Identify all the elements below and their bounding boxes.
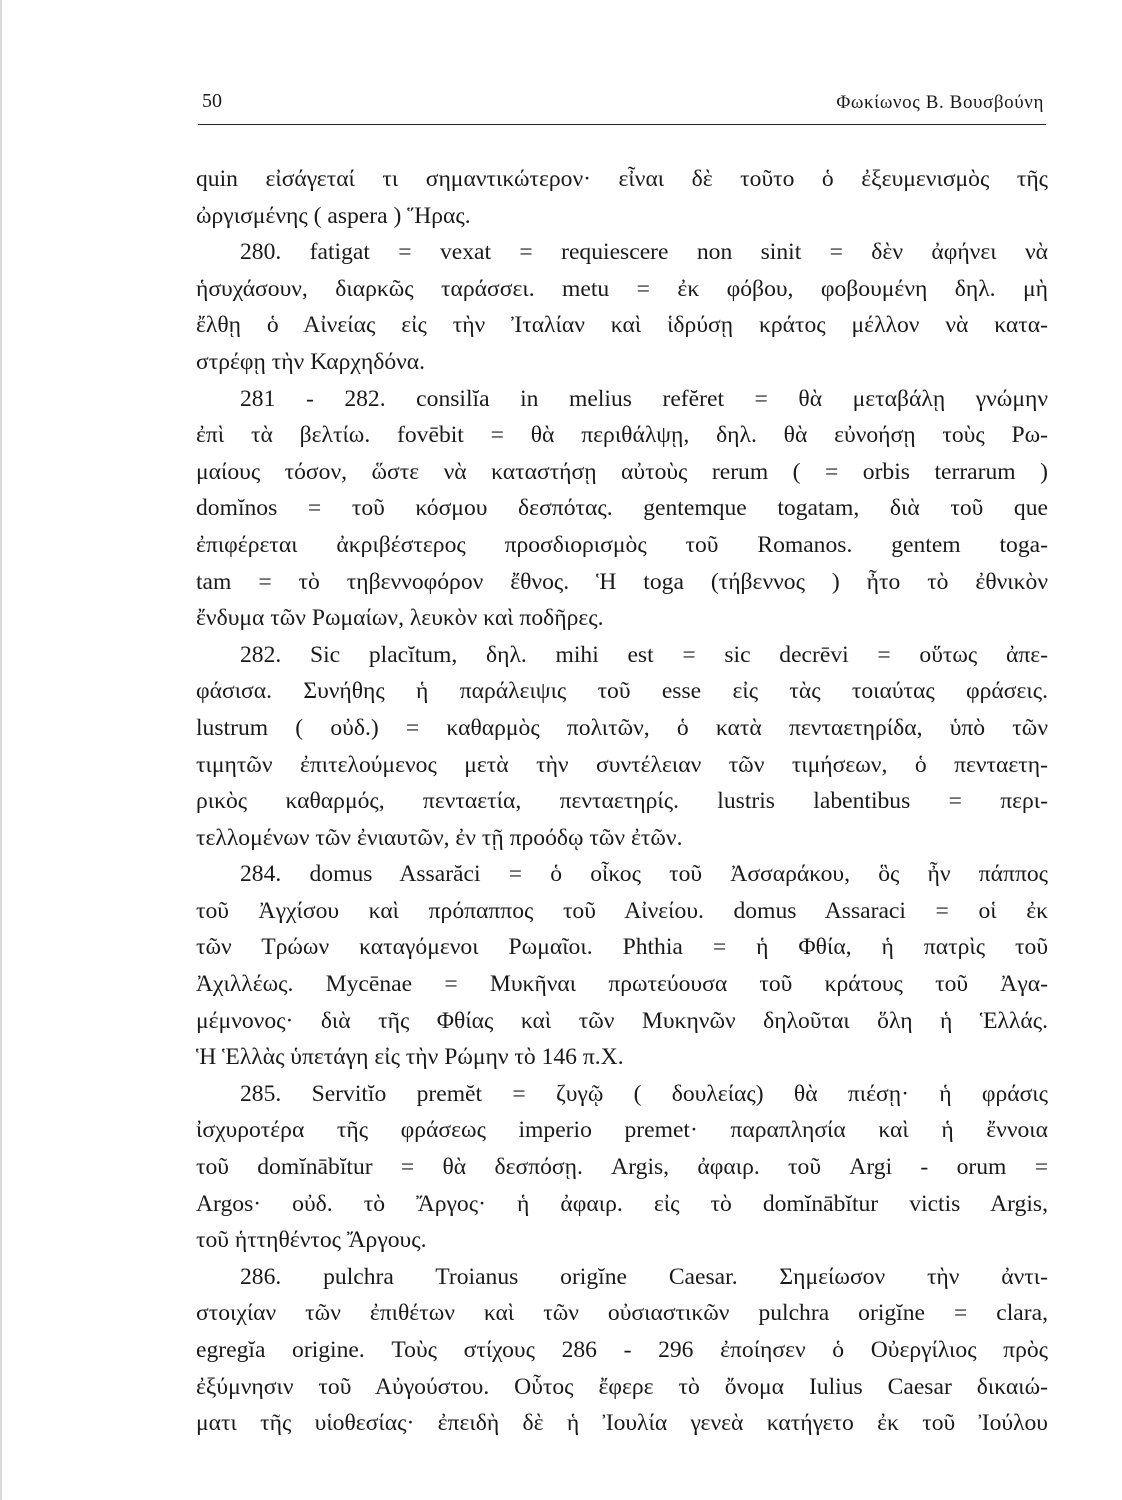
text-line: ὠργισμένης ( aspera ) Ἥρας.: [196, 202, 471, 229]
text-line: στρέφῃ τὴν Καρχηδόνα.: [196, 348, 426, 375]
text-line: lustrum ( οὐδ.) = καθαρμὸς πολιτῶν, ὁ κατὰ πενταετηρίδα, ὑπὸ τῶν: [196, 714, 1048, 741]
text-line: ἔλθῃ ὁ Αἰνείας εἰς τὴν Ἰταλίαν καὶ ἱδρύσῃ κράτος μέλλον νὰ κατα-: [196, 312, 1048, 339]
text-line: τοῦ Ἀγχίσου καὶ πρόπαππος τοῦ Αἰνείου. domus Assaraci = οἱ ἐκ: [196, 897, 1048, 924]
text-line: μαίους τόσον, ὥστε νὰ καταστήσῃ αὐτοὺς rerum ( = orbis terrarum ): [196, 458, 1048, 485]
text-line: Ἡ Ἑλλὰς ὑπετάγη εἰς τὴν Ρώμην τὸ 146 π.Χ.: [196, 1044, 624, 1071]
text-line: ἐξύμνησιν τοῦ Αὐγούστου. Οὗτος ἔφερε τὸ ὄνομα Iulius Caesar δικαιώ-: [196, 1373, 1048, 1400]
text-line: ἐπὶ τὰ βελτίω. fovēbit = θὰ περιθάλψῃ, δηλ. θὰ εὐνοήσῃ τοὺς Ρω-: [196, 422, 1048, 449]
text-line: quin εἰσάγεταί τι σημαντικώτερον· εἶναι δὲ τοῦτο ὁ ἐξευμενισμὸς τῆς: [196, 166, 1048, 192]
text-line: τοῦ domĭnābĭtur = θὰ δεσπόσῃ. Argis, ἀφαιρ. τοῦ Argi - orum =: [196, 1154, 1048, 1181]
text-line: ἔνδυμα τῶν Ρωμαίων, λευκὸν καὶ ποδῆρες.: [196, 605, 604, 632]
text-line: μέμνονος· διὰ τῆς Φθίας καὶ τῶν Μυκηνῶν δηλοῦται ὅλη ἡ Ἑλλάς.: [196, 1007, 1048, 1034]
body-text: [196, 161, 1048, 1442]
text-line: φάσισα. Συνήθης ἡ παράλειψις τοῦ esse εἰς τὰς τοιαύτας φράσεις.: [196, 678, 1048, 705]
text-line: στοιχίαν τῶν ἐπιθέτων καὶ τῶν οὐσιαστικῶν pulchra origĭne = clara,: [196, 1300, 1048, 1327]
text-line: 285. Servitĭo premĕt = ζυγῷ ( δουλείας) θὰ πιέσῃ· ἡ φράσις: [240, 1080, 1048, 1107]
text-line: 281 - 282. consilĭa in melius refĕret = θὰ μεταβάλῃ γνώμην: [240, 385, 1048, 412]
text-line: τοῦ ἡττηθέντος Ἄργους.: [196, 1227, 427, 1254]
text-line: ρικὸς καθαρμός, πενταετία, πενταετηρίς. lustris labentibus = περι-: [196, 788, 1048, 815]
text-line: Argos· οὐδ. τὸ Ἄργος· ἡ ἀφαιρ. εἰς τὸ domĭnābĭtur victis Argis,: [196, 1190, 1048, 1217]
text-line: 280. fatigat = vexat = requiescere non sinit = δὲν ἀφήνει νὰ: [240, 239, 1048, 266]
text-line: egregĭa origine. Τοὺς στίχους 286 - 296 ἐποίησεν ὁ Οὐεργίλιος πρὸς: [196, 1337, 1048, 1363]
page-header: [198, 88, 1046, 125]
page-number: 50: [202, 90, 222, 112]
text-line: τελλομένων τῶν ἐνιαυτῶν, ἐν τῇ προόδῳ τῶν ἐτῶν.: [196, 824, 683, 851]
text-line: ἡσυχάσουν, διαρκῶς ταράσσει. metu = ἐκ φόβου, φοβουμένη δηλ. μὴ: [196, 275, 1048, 302]
text-line: domĭnos = τοῦ κόσμου δεσπότας. gentemque togatam, διὰ τοῦ que: [196, 495, 1048, 522]
text-line: Ἀχιλλέως. Mycēnae = Μυκῆναι πρωτεύουσα τοῦ κράτους τοῦ Ἀγα-: [196, 971, 1048, 998]
text-line: τῶν Τρώων καταγόμενοι Ρωμαῖοι. Phthia = ἡ Φθία, ἡ πατρὶς τοῦ: [196, 934, 1048, 961]
text-line: τιμητῶν ἐπιτελούμενος μετὰ τὴν συντέλειαν τῶν τιμήσεων, ὁ πενταετη-: [196, 751, 1048, 778]
text-line: tam = τὸ τηβεννοφόρον ἔθνος. Ἡ toga (τήβεννος ) ἦτο τὸ ἐθνικὸν: [196, 568, 1048, 595]
text-line: ματι τῆς υἱοθεσίας· ἐπειδὴ δὲ ἡ Ἰουλία γενεὰ κατήγετο ἐκ τοῦ Ἰούλου: [196, 1410, 1048, 1437]
running-head: Φωκίωνος Β. Βουσβούνη: [836, 92, 1044, 113]
text-line: ἰσχυροτέρα τῆς φράσεως imperio premet· παραπλησία καὶ ἡ ἔννοια: [196, 1117, 1048, 1144]
text-line: ἐπιφέρεται ἀκριβέστερος προσδιορισμὸς τοῦ Romanos. gentem toga-: [196, 531, 1048, 558]
text-line: 282. Sic placĭtum, δηλ. mihi est = sic decrēvi = οὕτως ἀπε-: [240, 641, 1048, 668]
text-line: 284. domus Assarăci = ὁ οἶκος τοῦ Ἀσσαράκου, ὃς ἦν πάππος: [240, 861, 1048, 888]
text-line: 286. pulchra Troianus origĭne Caesar. Σημείωσον τὴν ἀντι-: [240, 1263, 1048, 1290]
